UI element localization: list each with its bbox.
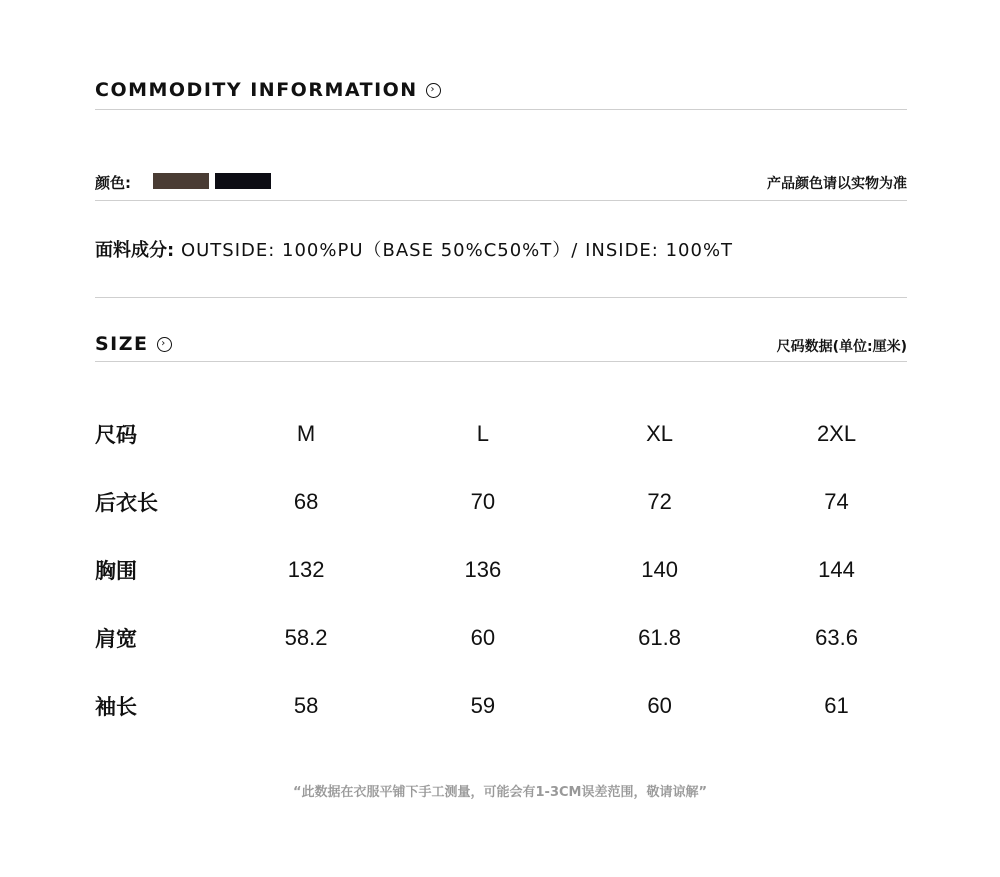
- table-row: [95, 604, 925, 672]
- divider: [95, 109, 907, 110]
- circle-chevron-right-icon: ›: [157, 337, 172, 352]
- table-header-row: [95, 400, 925, 468]
- divider: [95, 361, 907, 362]
- color-disclaimer: 产品颜色请以实物为准: [767, 176, 907, 192]
- size-column-header: L: [476, 421, 489, 446]
- size-chart-table: [95, 400, 925, 740]
- table-cell: 61: [824, 693, 849, 718]
- fabric-label: 面料成分:: [95, 240, 175, 261]
- table-cell: 59: [470, 693, 496, 718]
- commodity-section-header: [95, 79, 441, 101]
- commodity-title: COMMODITY INFORMATION: [95, 79, 418, 101]
- table-cell: 140: [641, 557, 678, 582]
- divider: [95, 200, 907, 201]
- color-label: 颜色:: [95, 174, 131, 192]
- size-unit-note: 尺码数据(单位:厘米): [776, 339, 907, 355]
- table-cell: 61.8: [638, 625, 681, 650]
- table-cell: 68: [293, 489, 319, 514]
- color-swatch-brown[interactable]: [153, 173, 209, 189]
- size-column-header: 2XL: [816, 421, 857, 446]
- row-label: 袖长: [95, 695, 137, 719]
- table-cell: 63.6: [815, 625, 858, 650]
- size-title: SIZE: [95, 333, 149, 355]
- table-cell: 144: [818, 557, 855, 582]
- size-section-header: [95, 333, 172, 355]
- table-row: [95, 536, 925, 604]
- table-cell: 60: [470, 625, 496, 650]
- divider: [95, 297, 907, 298]
- table-row: [95, 672, 925, 740]
- table-cell: 74: [824, 489, 849, 514]
- table-cell: 58: [293, 693, 319, 718]
- row-label: 后衣长: [95, 491, 158, 515]
- measurement-footnote: “此数据在衣服平铺下手工测量，可能会有1-3CM误差范围，敬请谅解”: [292, 785, 708, 800]
- fabric-composition: [95, 236, 733, 262]
- color-swatch-black[interactable]: [215, 173, 271, 189]
- row-label: 胸围: [95, 559, 137, 583]
- row-label: 肩宽: [95, 627, 137, 651]
- table-row: [95, 468, 925, 536]
- table-cell: 60: [647, 693, 672, 718]
- table-cell: 136: [464, 557, 502, 582]
- size-column-header: M: [296, 421, 316, 446]
- circle-chevron-right-icon: ›: [426, 83, 441, 98]
- table-cell: 72: [647, 489, 672, 514]
- table-cell: 58.2: [284, 625, 328, 650]
- table-header-label: 尺码: [95, 423, 137, 447]
- table-cell: 70: [470, 489, 496, 514]
- table-cell: 132: [287, 557, 325, 582]
- size-column-header: XL: [646, 421, 674, 446]
- fabric-value: OUTSIDE: 100%PU（BASE 50%C50%T）/ INSIDE: 100%T: [180, 240, 734, 261]
